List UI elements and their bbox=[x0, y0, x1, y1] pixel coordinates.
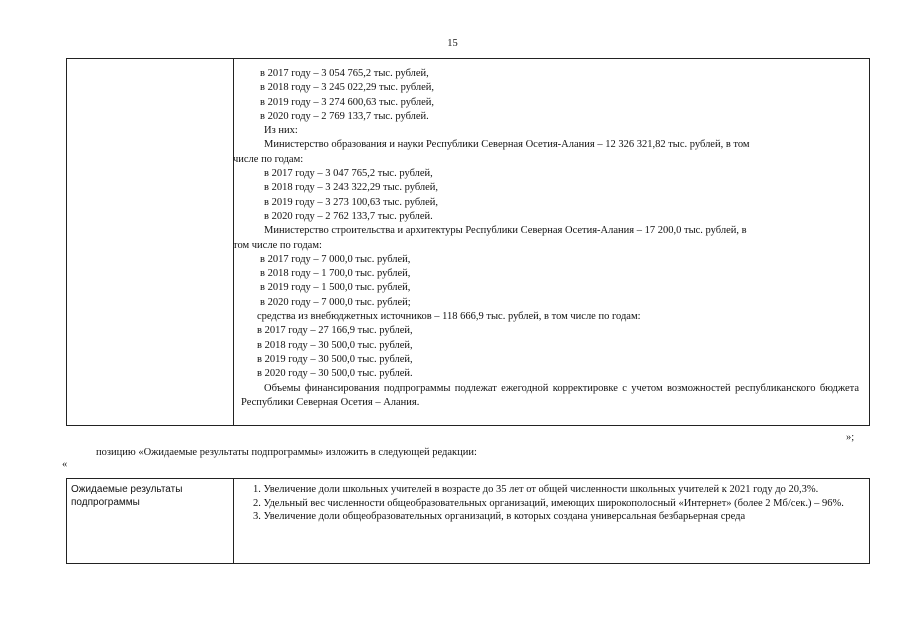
results-cell bbox=[237, 483, 863, 524]
ministry-construction-continuation: том числе по годам: bbox=[233, 239, 322, 251]
results-table bbox=[66, 478, 870, 564]
construction-year-2017: в 2017 году – 7 000,0 тыс. рублей, bbox=[260, 253, 411, 265]
funding-year-2017: в 2017 году – 3 054 765,2 тыс. рублей, bbox=[260, 68, 429, 79]
extrabudgetary-year-2018: в 2018 году – 30 500,0 тыс. рублей, bbox=[257, 339, 413, 351]
results-label: Ожидаемые результаты подпрограммы bbox=[71, 484, 183, 508]
of-which-label: Из них: bbox=[264, 125, 298, 137]
table-column-divider bbox=[233, 479, 234, 563]
closing-paragraph: Объемы финансирования подпрограммы подлежат ежегодной корректировке с учетом возможностей республиканского бюджета Республики Северная Осетия – Алания. bbox=[241, 382, 859, 408]
result-item: 3. Увеличение доли общеобразовательных организаций, в которых создана универсальная безбарьерная среда bbox=[253, 511, 746, 522]
extrabudgetary-year-2017: в 2017 году – 27 166,9 тыс. рублей, bbox=[257, 325, 413, 337]
closing-quote-mark: »; bbox=[846, 432, 855, 443]
extrabudgetary-line: средства из внебюджетных источников – 118 666,9 тыс. рублей, в том числе по годам: bbox=[257, 311, 641, 323]
ministry-education-line: Министерство образования и науки Республики Северная Осетия-Алания – 12 326 321,82 тыс. рублей, в том bbox=[264, 139, 750, 151]
funding-year-2019: в 2019 году – 3 274 600,63 тыс. рублей, bbox=[260, 96, 435, 108]
opening-quote-mark: « bbox=[62, 459, 68, 470]
education-year-2018: в 2018 году – 3 243 322,29 тыс. рублей, bbox=[264, 182, 439, 194]
funding-year-2018: в 2018 году – 3 245 022,29 тыс. рублей, bbox=[260, 82, 435, 94]
page-number: 15 bbox=[447, 38, 458, 49]
funding-cell bbox=[233, 67, 863, 410]
instruction-text: позицию «Ожидаемые результаты подпрограммы» изложить в следующей редакции: bbox=[96, 447, 477, 458]
construction-year-2018: в 2018 году – 1 700,0 тыс. рублей, bbox=[260, 268, 411, 280]
result-item: 1. Увеличение доли школьных учителей в возрасте до 35 лет от общей численности школьных учителей к 2021 году до 20,3%. bbox=[253, 484, 819, 495]
construction-year-2019: в 2019 году – 1 500,0 тыс. рублей, bbox=[260, 282, 411, 294]
extrabudgetary-year-2020: в 2020 году – 30 500,0 тыс. рублей. bbox=[257, 368, 413, 380]
education-year-2020: в 2020 году – 2 762 133,7 тыс. рублей. bbox=[264, 210, 433, 222]
funding-table bbox=[66, 58, 870, 426]
ministry-education-continuation: числе по годам: bbox=[233, 153, 304, 165]
result-item: 2. Удельный вес численности общеобразовательных организаций, имеющих широкополосный «Интернет» (более 2 Мб/сек.) – 96%. bbox=[253, 497, 844, 509]
funding-year-2020: в 2020 году – 2 769 133,7 тыс. рублей. bbox=[260, 110, 429, 122]
education-year-2017: в 2017 году – 3 047 765,2 тыс. рублей, bbox=[264, 168, 433, 180]
education-year-2019: в 2019 году – 3 273 100,63 тыс. рублей, bbox=[264, 196, 439, 208]
extrabudgetary-year-2019: в 2019 году – 30 500,0 тыс. рублей, bbox=[257, 353, 413, 365]
ministry-construction-line: Министерство строительства и архитектуры Республики Северная Осетия-Алания – 17 200,0 тыс. рублей, в bbox=[264, 225, 747, 237]
construction-year-2020: в 2020 году – 7 000,0 тыс. рублей; bbox=[260, 296, 411, 308]
